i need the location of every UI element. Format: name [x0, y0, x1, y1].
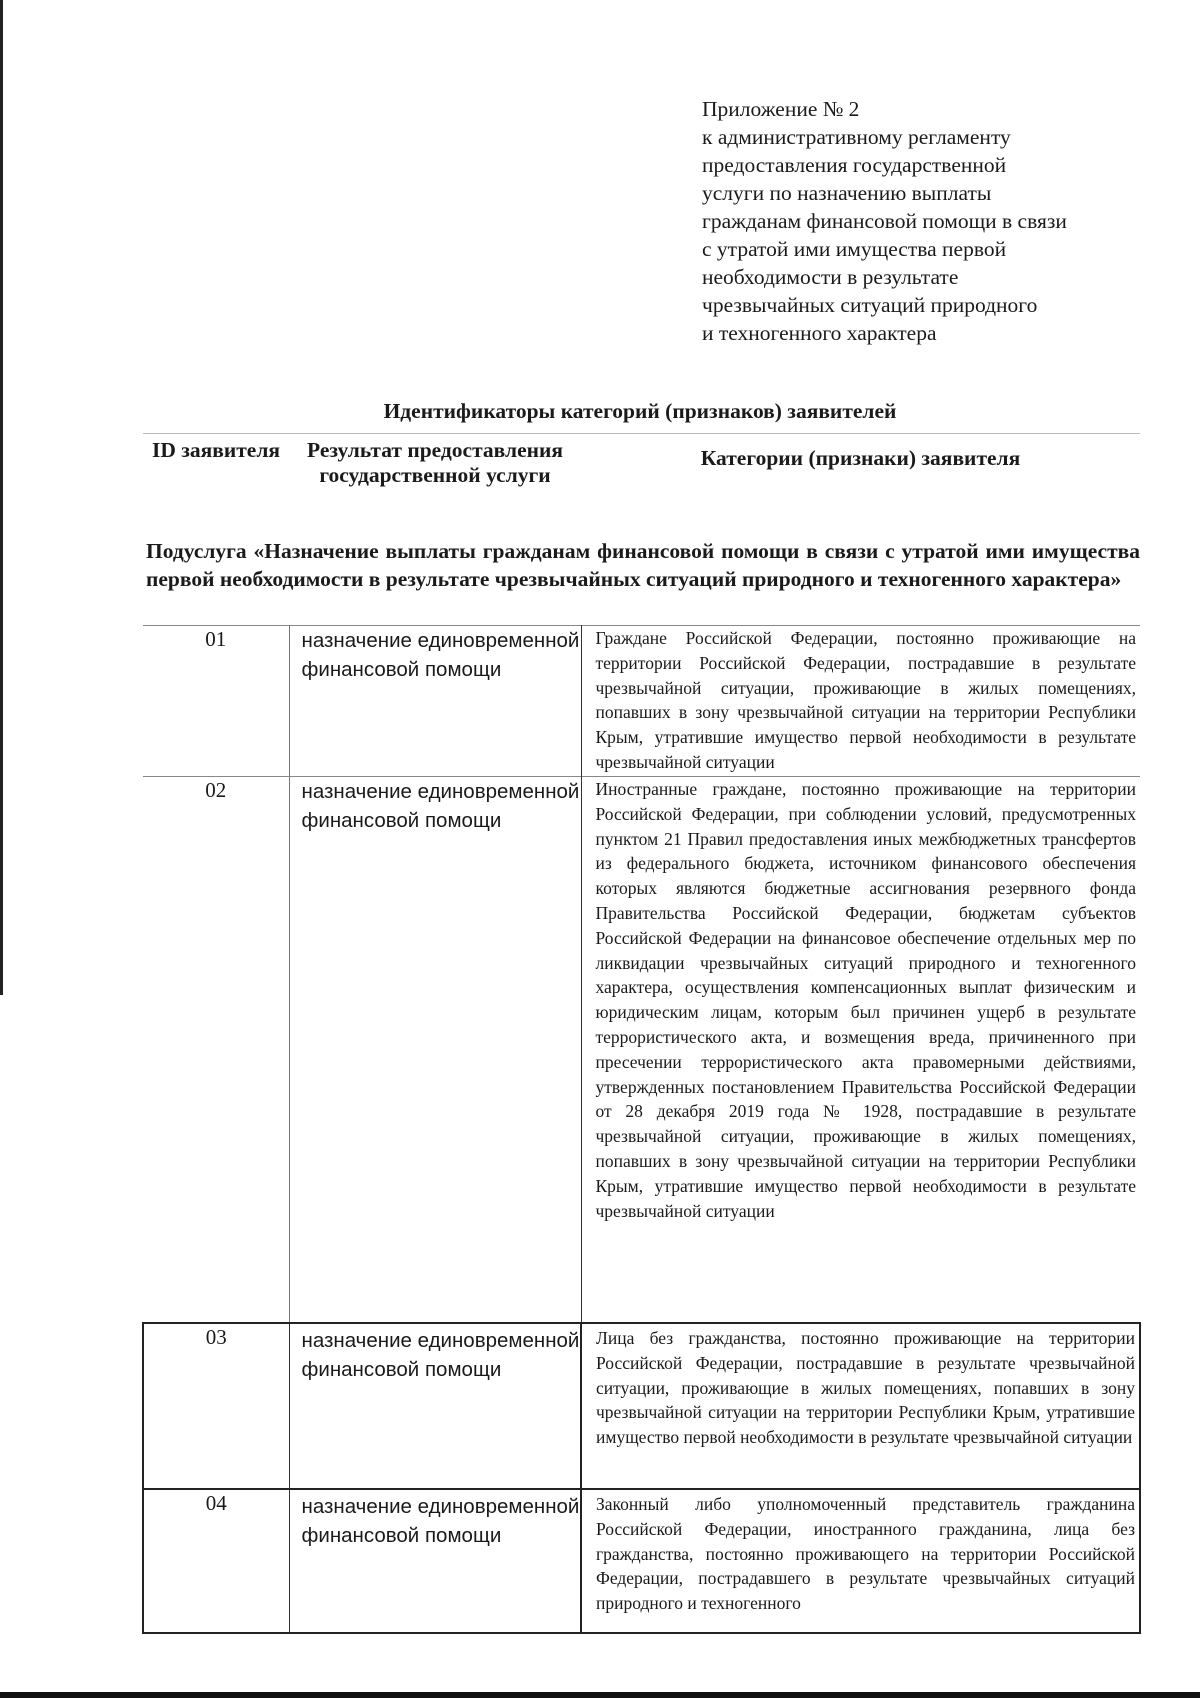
service-result: назначение единовременной финансовой помощи: [289, 1323, 581, 1489]
appendix-line: и техногенного характера: [702, 321, 937, 345]
applicant-id: 03: [143, 1323, 289, 1489]
applicant-category: Законный либо уполномоченный представитель гражданина Российской Федерации, иностранного гражданина, лица без гражданства, постоянно проживающего на территории Российской Федерации, пострадавшего в результате чрезвычайных ситуаций природного и техногенного: [581, 1489, 1140, 1633]
appendix-header: [702, 95, 1142, 347]
scan-left-edge: [0, 0, 3, 995]
appendix-line: услуги по назначению выплаты: [702, 181, 992, 205]
appendix-line: необходимости в результате: [702, 265, 959, 289]
header-category: Категории (признаки) заявителя: [581, 434, 1140, 539]
scan-bottom-edge: [0, 1692, 1200, 1698]
table-row: [143, 1323, 1140, 1489]
table-row: [143, 1489, 1140, 1633]
applicant-category: Граждане Российской Федерации, постоянно проживающие на территории Российской Федерации, пострадавшие в результате чрезвычайной ситуации, проживающие в жилых помещениях, попавших в зону чрезвычайной ситуации на территории Республики Крым, утратившие имущество первой необходимости в результате чрезвычайной ситуации: [581, 626, 1140, 777]
appendix-line: с утратой ими имущества первой: [702, 237, 1007, 261]
subservice-row: [143, 538, 1140, 626]
applicant-category: Лица без гражданства, постоянно проживающие на территории Российской Федерации, пострадавшие в результате чрезвычайной ситуации, проживающие в жилых помещениях, попавших в зону чрезвычайной ситуации на территории Республики Крым, утратившие имущество первой необходимости в результате чрезвычайной ситуации: [581, 1323, 1140, 1489]
appendix-line: гражданам финансовой помощи в связи: [702, 209, 1067, 233]
appendix-line: к административному регламенту: [702, 125, 1011, 149]
applicant-category: Иностранные граждане, постоянно проживающие на территории Российской Федерации, при соблюдении условий, предусмотренных пунктом 21 Правил предоставления иных межбюджетных трансфертов из федерального бюджета, источником финансового обеспечения которых являются бюджетные ассигнования резервного фонда Правительства Российской Федерации, бюджетам субъектов Российской Федерации на финансовое обеспечение отдельных мер по ликвидации чрезвычайных ситуаций природного и техногенного характера, осуществления компенсационных выплат физическим и юридическим лицам, которым был причинен ущерб в результате террористического акта, и возмещения вреда, причиненного при пресечении террористического акта правомерными действиями, утвержденных постановлением Правительства Российской Федерации от 28 декабря 2019 года № 1928, пострадавшие в результате чрезвычайной ситуации, проживающие в жилых помещениях, попавших в зону чрезвычайной ситуации на территории Республики Крым, утратившие имущество первой необходимости в результате чрезвычайной ситуации: [581, 777, 1140, 1324]
applicant-id: 04: [143, 1489, 289, 1633]
appendix-line: Приложение № 2: [702, 97, 860, 121]
appendix-line: предоставления государственной: [702, 153, 1007, 177]
header-id: ID заявителя: [143, 434, 289, 539]
applicant-id: 02: [143, 777, 289, 1324]
document-title: Идентификаторы категорий (признаков) заявителей: [383, 399, 897, 423]
subservice-title: Подуслуга «Назначение выплаты гражданам финансовой помощи в связи с утратой ими имущества первой необходимости в результате чрезвычайных ситуаций природного и техногенного характера»: [146, 539, 1140, 591]
applicant-categories-table: [142, 433, 1141, 1634]
table-header-row: [143, 434, 1140, 539]
applicant-id: 01: [143, 626, 289, 777]
header-result: Результат предоставления государственной услуги: [289, 434, 581, 539]
table-row: [143, 626, 1140, 777]
appendix-line: чрезвычайных ситуаций природного: [702, 293, 1038, 317]
table-row: [143, 777, 1140, 1324]
service-result: назначение единовременной финансовой помощи: [289, 1489, 581, 1633]
service-result: назначение единовременной финансовой помощи: [289, 777, 581, 1324]
service-result: назначение единовременной финансовой помощи: [289, 626, 581, 777]
